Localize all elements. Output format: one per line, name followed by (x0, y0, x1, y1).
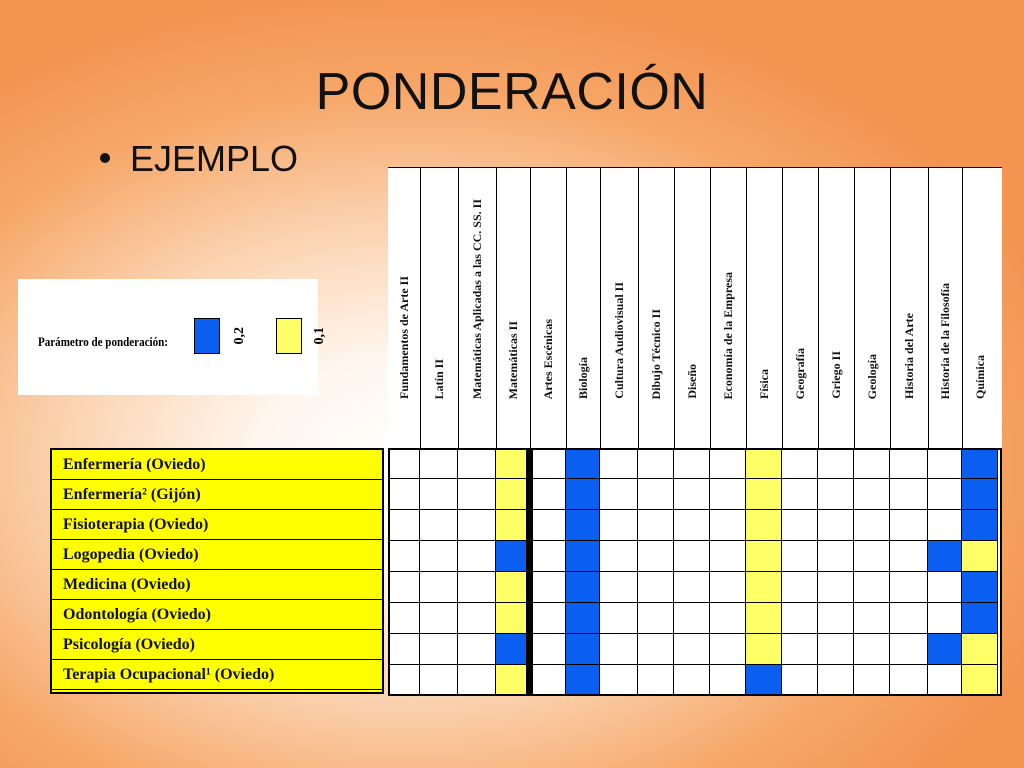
subject-header-cell (566, 168, 600, 449)
subject-header-cell (530, 168, 566, 449)
weight-cell (854, 448, 890, 479)
header-divider (530, 168, 531, 449)
weight-cell (388, 665, 420, 696)
legend-label: Parámetro de ponderación: (38, 334, 168, 349)
weight-cell (890, 510, 928, 541)
subject-name: Dibujo Técnico II (648, 308, 663, 399)
subject-header-cell (420, 168, 458, 449)
header-divider (458, 168, 459, 449)
header-divider (674, 168, 675, 449)
weight-cell (890, 448, 928, 479)
subject-header-cell (600, 168, 638, 449)
bullet-text: EJEMPLO (130, 138, 299, 179)
subject-name: Matemáticas II (505, 320, 520, 399)
subject-header-cell (928, 168, 962, 449)
weight-cell (566, 603, 600, 634)
weight-cell (530, 634, 566, 665)
column-separator (526, 448, 533, 696)
header-divider (890, 168, 891, 449)
degree-label: Logopedia (Oviedo) (52, 540, 382, 570)
weight-cell (746, 541, 782, 572)
weight-cell (530, 572, 566, 603)
weight-cell (458, 572, 496, 603)
subject-header-cell (962, 168, 998, 449)
degree-label: Fisioterapia (Oviedo) (52, 510, 382, 540)
weight-cell (420, 541, 458, 572)
legend-box (18, 279, 327, 395)
degree-label: Enfermería (Oviedo) (52, 450, 382, 480)
weight-cell (388, 448, 420, 479)
weight-cell (746, 603, 782, 634)
weight-cell (928, 572, 962, 603)
subject-header-cell (818, 168, 854, 449)
weight-cell (496, 634, 530, 665)
header-divider (420, 168, 421, 449)
weight-cell (530, 510, 566, 541)
weight-cell (566, 572, 600, 603)
header-divider (854, 168, 855, 449)
weight-cell (674, 479, 710, 510)
weight-cell (818, 510, 854, 541)
subject-header-cell (890, 168, 928, 449)
subject-header-cell (638, 168, 674, 449)
weight-cell (854, 479, 890, 510)
subject-name: Griego II (828, 351, 843, 399)
degree-labels (50, 448, 384, 694)
subject-header-cell (746, 168, 782, 449)
weight-cell (600, 541, 638, 572)
weight-cell (566, 479, 600, 510)
degree-label: Medicina (Oviedo) (52, 570, 382, 600)
weight-cell (710, 510, 746, 541)
weight-cell (420, 572, 458, 603)
weight-cell (928, 510, 962, 541)
legend-swatch-low (276, 318, 302, 354)
header-divider (746, 168, 747, 449)
weight-cell (890, 634, 928, 665)
weight-cell (782, 634, 818, 665)
weight-cell (674, 541, 710, 572)
weight-cell (962, 479, 998, 510)
weight-cell (962, 665, 998, 696)
bullet-item (100, 138, 298, 180)
weight-cell (890, 572, 928, 603)
weight-cell (854, 634, 890, 665)
subject-name: Física (756, 369, 771, 399)
subject-header-cell (388, 168, 420, 449)
weight-cell (388, 510, 420, 541)
header-divider (818, 168, 819, 449)
weight-cell (496, 572, 530, 603)
weight-cell (638, 603, 674, 634)
subject-header-cell (674, 168, 710, 449)
weight-cell (818, 448, 854, 479)
subject-name: Latín II (431, 358, 446, 399)
header-divider (782, 168, 783, 449)
weight-cell (818, 634, 854, 665)
weight-cell (818, 541, 854, 572)
weight-cell (600, 572, 638, 603)
weight-cell (600, 603, 638, 634)
weight-cell (530, 479, 566, 510)
weight-cell (674, 510, 710, 541)
header-divider (638, 168, 639, 449)
weight-cell (420, 510, 458, 541)
weight-cell (530, 541, 566, 572)
weight-cell (458, 541, 496, 572)
weight-cell (782, 510, 818, 541)
subject-header (388, 167, 1002, 449)
weight-cell (782, 572, 818, 603)
subject-header-cell (710, 168, 746, 449)
subject-header-cell (496, 168, 530, 449)
weight-cell (890, 541, 928, 572)
weight-cell (496, 541, 530, 572)
weight-cell (638, 479, 674, 510)
weight-cell (928, 634, 962, 665)
weight-cell (420, 634, 458, 665)
weight-cell (710, 448, 746, 479)
weight-cell (710, 572, 746, 603)
weight-cell (818, 479, 854, 510)
weight-cell (674, 448, 710, 479)
weight-cell (458, 603, 496, 634)
weight-cell (710, 665, 746, 696)
weight-cell (388, 603, 420, 634)
weight-cell (818, 665, 854, 696)
weight-cell (638, 510, 674, 541)
weight-cell (420, 448, 458, 479)
weight-cell (746, 479, 782, 510)
header-divider (496, 168, 497, 449)
weight-cell (854, 510, 890, 541)
weight-cell (458, 634, 496, 665)
weight-cell (854, 541, 890, 572)
subject-name: Cultura Audiovisual II (611, 282, 626, 399)
weight-cell (458, 448, 496, 479)
header-divider (928, 168, 929, 449)
subject-name: Geografía (792, 347, 807, 399)
weight-cell (710, 479, 746, 510)
weight-cell (388, 479, 420, 510)
weight-cell (710, 634, 746, 665)
weight-cell (928, 448, 962, 479)
legend-value-low: 0,1 (312, 327, 327, 345)
weight-cell (928, 541, 962, 572)
header-divider (962, 168, 963, 449)
header-divider (600, 168, 601, 449)
degree-label: Enfermería² (Gijón) (52, 480, 382, 510)
subject-header-cell (458, 168, 496, 449)
subject-name: Matemáticas Aplicadas a las CC. SS. II (469, 198, 484, 399)
weight-cell (420, 665, 458, 696)
weight-cell (928, 603, 962, 634)
slide-title: PONDERACIÓN (315, 63, 709, 121)
weight-cell (458, 510, 496, 541)
degree-label: Terapia Ocupacional¹ (Oviedo) (52, 660, 382, 690)
weight-cell (638, 634, 674, 665)
weight-cell (746, 634, 782, 665)
weight-cell (388, 634, 420, 665)
weight-cell (710, 603, 746, 634)
weight-cell (420, 479, 458, 510)
weight-cell (928, 665, 962, 696)
weight-cell (782, 479, 818, 510)
weight-cell (854, 603, 890, 634)
subject-name: Artes Escénicas (540, 318, 555, 399)
weight-cell (928, 479, 962, 510)
weight-cell (746, 665, 782, 696)
weight-cell (388, 541, 420, 572)
weight-cell (962, 603, 998, 634)
degree-label: Odontología (Oviedo) (52, 600, 382, 630)
header-divider (566, 168, 567, 449)
weight-grid (388, 448, 1002, 696)
weight-cell (782, 665, 818, 696)
weight-cell (962, 572, 998, 603)
weight-cell (674, 665, 710, 696)
bullet-dot-icon (100, 153, 110, 163)
weight-cell (496, 603, 530, 634)
degree-label: Psicología (Oviedo) (52, 630, 382, 660)
weight-cell (818, 572, 854, 603)
weight-cell (600, 634, 638, 665)
subject-name: Fundamentos de Arte II (396, 275, 411, 399)
weight-cell (782, 448, 818, 479)
weight-cell (638, 448, 674, 479)
weight-cell (458, 479, 496, 510)
legend-swatch-high (194, 318, 220, 354)
weight-cell (818, 603, 854, 634)
weight-cell (782, 603, 818, 634)
weight-cell (962, 541, 998, 572)
weight-cell (530, 665, 566, 696)
weight-cell (566, 510, 600, 541)
subject-name: Historia de la Filosofía (937, 282, 952, 399)
weight-cell (600, 479, 638, 510)
weight-cell (530, 603, 566, 634)
weight-cell (496, 510, 530, 541)
subject-name: Diseño (684, 364, 699, 399)
weight-cell (782, 541, 818, 572)
weight-cell (600, 510, 638, 541)
subject-name: Economía de la Empresa (720, 271, 735, 399)
weight-cell (638, 541, 674, 572)
subject-header-cell (854, 168, 890, 449)
weight-cell (962, 510, 998, 541)
weight-cell (890, 603, 928, 634)
weight-cell (962, 634, 998, 665)
subject-name: Historia del Arte (901, 313, 916, 399)
weight-cell (638, 572, 674, 603)
weight-cell (674, 634, 710, 665)
legend-value-high: 0,2 (232, 327, 247, 345)
weight-cell (496, 665, 530, 696)
weight-cell (854, 572, 890, 603)
weight-cell (496, 479, 530, 510)
weight-cell (600, 448, 638, 479)
subject-name: Biología (575, 356, 590, 399)
header-divider (710, 168, 711, 449)
weight-cell (388, 572, 420, 603)
subject-name: Geología (864, 353, 879, 399)
weight-cell (746, 572, 782, 603)
weight-cell (890, 479, 928, 510)
weight-cell (600, 665, 638, 696)
weight-cell (638, 665, 674, 696)
weight-cell (890, 665, 928, 696)
weight-cell (566, 448, 600, 479)
weight-cell (710, 541, 746, 572)
weight-cell (566, 541, 600, 572)
weight-cell (496, 448, 530, 479)
weight-cell (746, 510, 782, 541)
weight-cell (420, 603, 458, 634)
weight-cell (854, 665, 890, 696)
weight-cell (674, 572, 710, 603)
weight-cell (566, 665, 600, 696)
subject-header-cell (782, 168, 818, 449)
weight-cell (566, 634, 600, 665)
subject-name: Química (972, 355, 987, 399)
weight-cell (458, 665, 496, 696)
weight-cell (746, 448, 782, 479)
weight-cell (530, 448, 566, 479)
weight-cell (674, 603, 710, 634)
weight-cell (962, 448, 998, 479)
